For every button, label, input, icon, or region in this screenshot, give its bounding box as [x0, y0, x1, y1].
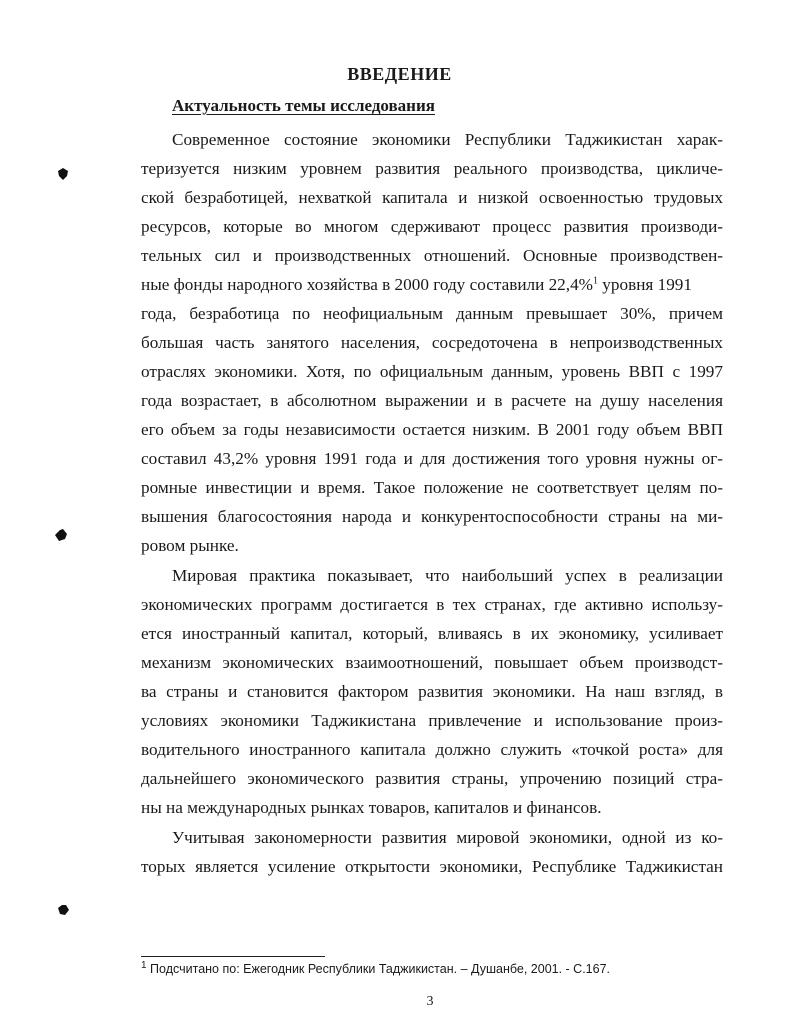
text-line: Современное состояние экономики Республики Таджикистан харак-	[172, 130, 723, 149]
text-line: ва страны и становится фактором развития экономики. На наш взгляд, в	[141, 682, 723, 701]
text-line: теризуется низким уровнем развития реального производства, цикличе-	[141, 159, 723, 178]
page-title: ВВЕДЕНИЕ	[347, 64, 452, 84]
text-line: условиях экономики Таджикистана привлечение и использование произ-	[141, 711, 723, 730]
section-subtitle: Актуальность темы исследования	[172, 96, 435, 115]
footnote-reference: 1	[593, 275, 598, 287]
text-line: вышения благосостояния народа и конкурентоспособности страны на ми-	[141, 507, 723, 526]
text-line: ромные инвестиции и время. Такое положение не соответствует целям по-	[141, 478, 723, 497]
page-number: 3	[426, 994, 434, 1009]
text-line: Учитывая закономерности развития мировой экономики, одной из ко-	[172, 828, 723, 847]
text-line: торых является усиление открытости экономики, Республике Таджикистан	[141, 857, 723, 876]
text-line: ровом рынке.	[141, 536, 239, 555]
footnote	[141, 959, 611, 976]
text-line: тельных сил и производственных отношений. Основные производствен-	[141, 246, 723, 265]
binding-mark-icon	[54, 528, 68, 542]
binding-mark-icon	[56, 903, 70, 917]
text-line: ресурсов, которые во многом сдерживают процесс развития производи-	[141, 217, 723, 236]
text-line-with-footnote	[141, 275, 723, 295]
footnote-text: Подсчитано по: Ежегодник Республики Таджикистан. – Душанбе, 2001. - С.167.	[150, 962, 611, 976]
text-segment: уровня 1991	[598, 275, 692, 294]
text-line: дальнейшего экономического развития страны, упрочению позиций стра-	[141, 769, 723, 788]
text-line: ны на международных рынках товаров, капиталов и финансов.	[141, 798, 602, 817]
text-line: ется иностранный капитал, который, вливаясь в их экономику, усиливает	[141, 624, 723, 643]
text-line: составил 43,2% уровня 1991 года и для достижения того уровня нужны ог-	[141, 449, 723, 468]
text-line: ской безработицей, нехваткой капитала и низкой освоенностью трудовых	[141, 188, 723, 207]
text-segment: ные фонды народного хозяйства в 2000 году составили 22,4%	[141, 275, 593, 294]
binding-mark-icon	[56, 167, 70, 181]
text-line: механизм экономических взаимоотношений, повышает объем производст-	[141, 653, 723, 672]
text-line: года, безработица по неофициальным данным превышает 30%, причем	[141, 304, 723, 323]
text-line: его объем за годы независимости остается низким. В 2001 году объем ВВП	[141, 420, 723, 439]
text-line: большая часть занятого населения, сосредоточена в непроизводственных	[141, 333, 723, 352]
footnote-number: 1	[141, 959, 147, 971]
footnote-divider	[141, 956, 325, 957]
text-line: отраслях экономики. Хотя, по официальным данным, уровень ВВП с 1997	[141, 362, 723, 381]
text-line: года возрастает, в абсолютном выражении и в расчете на душу населения	[141, 391, 723, 410]
text-line: водительного иностранного капитала должно служить «точкой роста» для	[141, 740, 723, 759]
text-line: Мировая практика показывает, что наибольший успех в реализации	[172, 566, 723, 585]
text-line: экономических программ достигается в тех странах, где активно использу-	[141, 595, 723, 614]
